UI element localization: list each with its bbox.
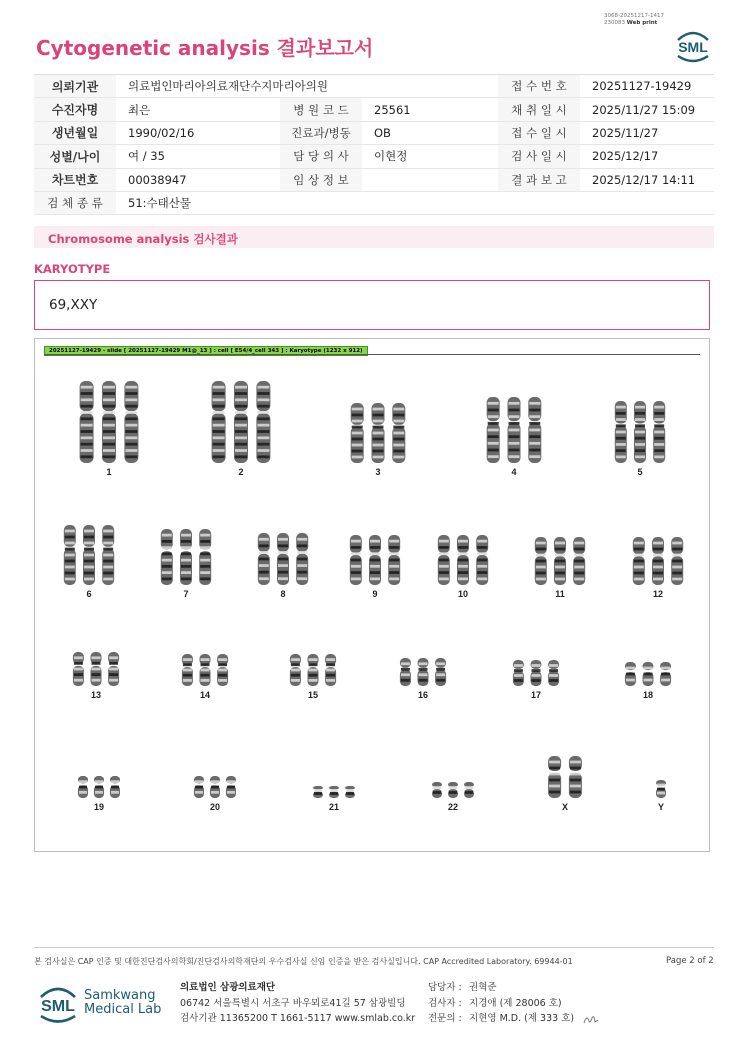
chromosome — [210, 776, 220, 798]
chromosome-group — [313, 786, 355, 798]
org-name: 의료법인 삼광의료재단 — [180, 982, 276, 993]
staff-row: 검사자 : 지경애 (제 28006 호) — [428, 997, 562, 1009]
chromosome-group — [64, 525, 114, 585]
chromosome-label: 16 — [417, 690, 429, 700]
chromosome-group — [487, 397, 542, 463]
chromosome-label: 2 — [238, 467, 244, 477]
info-row — [34, 168, 714, 191]
chromosome — [199, 529, 211, 585]
info-row — [34, 121, 714, 144]
karyotype-value: 69,XXY — [49, 297, 98, 313]
info-label: 진료과/병동 — [280, 121, 362, 144]
chromosome — [182, 654, 193, 686]
chromosome-label: 18 — [642, 690, 654, 700]
chromosome — [351, 403, 364, 463]
chromosome — [345, 786, 355, 798]
chromosome — [217, 654, 228, 686]
chromosome-group — [513, 660, 559, 686]
chromosome-group — [258, 533, 308, 585]
info-label: 검 체 종 류 — [34, 191, 116, 214]
chromosome — [457, 535, 469, 585]
chromosome — [102, 525, 114, 585]
chromosome-label: 20 — [209, 802, 221, 812]
chromosome — [438, 535, 450, 585]
chromosome-group — [73, 652, 119, 686]
chromosome-label: 21 — [328, 802, 340, 812]
karyotype-result-box — [34, 280, 710, 330]
chromosome — [277, 533, 289, 585]
chromosome — [432, 782, 442, 798]
chromosome — [102, 381, 116, 463]
chromosome-group — [432, 782, 474, 798]
chromosome — [80, 381, 94, 463]
chromosome — [313, 786, 323, 798]
org-address: 06742 서울특별시 서초구 바우뫼로41길 57 삼광빌딩 — [180, 997, 406, 1009]
chromosome — [108, 652, 119, 686]
chromosome — [372, 403, 385, 463]
info-label: 담 당 의 사 — [280, 145, 362, 168]
info-label: 병 원 코 드 — [280, 98, 362, 121]
brand-line-1: Samkwang — [84, 988, 156, 1003]
info-row — [34, 75, 714, 98]
info-value: 여 / 35 — [116, 145, 280, 168]
chromosome-group — [80, 381, 139, 463]
chromosome — [435, 658, 446, 686]
section-title: Chromosome analysis 검사결과 — [48, 232, 238, 246]
chromosome — [78, 776, 88, 798]
chromosome-label: 12 — [652, 589, 664, 599]
svg-text:SML: SML — [678, 39, 708, 55]
chromosome — [369, 535, 381, 585]
chromosome-label: 7 — [183, 589, 189, 599]
chromosome-label: 1 — [106, 467, 112, 477]
info-value: OB — [362, 121, 498, 144]
info-label: 수진자명 — [34, 98, 116, 121]
chromosome-label: 5 — [637, 467, 643, 477]
chromosome-group — [535, 537, 585, 585]
footer-brand — [36, 983, 162, 1029]
chromosome-group — [400, 658, 446, 686]
chromosome-group — [656, 780, 666, 798]
info-row — [34, 145, 714, 168]
chromosome — [226, 776, 236, 798]
chromosome-group — [182, 654, 228, 686]
signature — [582, 1012, 600, 1026]
chromosome — [528, 397, 541, 463]
info-value: 20251127-19429 — [580, 75, 714, 98]
info-label: 생년월일 — [34, 121, 116, 144]
chromosome — [660, 662, 671, 686]
info-value: 의료법인마리아의료재단수지마리아의원 — [116, 75, 498, 98]
page-number: Page 2 of 2 — [666, 956, 714, 966]
chromosome — [329, 786, 339, 798]
chromosome — [569, 756, 582, 798]
chromosome-label: 22 — [447, 802, 459, 812]
chromosome-label: 10 — [457, 589, 469, 599]
info-label: 임 상 정 보 — [280, 168, 362, 191]
chromosome-label: 9 — [372, 589, 378, 599]
info-label: 결 과 보 고 — [498, 168, 580, 191]
chromosome-label: 19 — [93, 802, 105, 812]
info-value: 1990/02/16 — [116, 121, 280, 144]
chromosome-label: 11 — [555, 589, 565, 599]
chromosome — [180, 529, 192, 585]
chromosome-group — [290, 654, 336, 686]
chromosome — [531, 660, 542, 686]
chromosome — [200, 654, 211, 686]
chromosome — [487, 397, 500, 463]
chromosome-group — [78, 776, 120, 798]
chromosome — [418, 658, 429, 686]
svg-text:SML: SML — [41, 998, 75, 1015]
chromosome — [290, 654, 301, 686]
info-row — [34, 191, 714, 214]
info-label: 차트번호 — [34, 168, 116, 191]
chromosome-label: 13 — [90, 690, 102, 700]
accreditation-note: 본 검사실은 CAP 인증 및 대한진단검사의학회/진단검사의학재단의 우수검사실 신임 인증을 받은 검사실입니다. CAP Accredited Laboratory. 69944-01 — [34, 957, 573, 966]
staff-row: 담당자 : 권혁준 — [428, 982, 497, 993]
chromosome-group — [212, 381, 271, 463]
chromosome — [91, 652, 102, 686]
chromosome-group — [633, 537, 683, 585]
brand-line-2: Medical Lab — [84, 1002, 162, 1017]
chromosome — [83, 525, 95, 585]
info-value: 2025/12/17 — [580, 145, 714, 168]
chromosome — [652, 537, 664, 585]
chromosome — [464, 782, 474, 798]
info-value — [362, 168, 498, 191]
karyogram-banner: 20251127-19429 - slide [ 20251127-19429 M1@_13 ] : cell [ E54/4_cell 343 ] : Karyotype (1232 x 912) — [44, 346, 368, 356]
chromosome-label: 17 — [530, 690, 542, 700]
patient-info-table — [34, 74, 714, 215]
page-title: Cytogenetic analysis 결과보고서 — [36, 36, 374, 60]
chromosome — [94, 776, 104, 798]
chromosome — [212, 381, 226, 463]
chromosome — [194, 776, 204, 798]
chromosome-group — [548, 756, 582, 798]
chromosome-group — [615, 401, 665, 463]
chromosome — [110, 776, 120, 798]
info-label: 성별/나이 — [34, 145, 116, 168]
info-label: 의뢰기관 — [34, 75, 116, 98]
chromosome-label: 4 — [511, 467, 517, 477]
info-label: 접 수 일 시 — [498, 121, 580, 144]
chromosome — [671, 537, 683, 585]
info-label: 접 수 번 호 — [498, 75, 580, 98]
info-value: 2025/11/27 15:09 — [580, 98, 714, 121]
chromosome — [308, 654, 319, 686]
info-value: 2025/11/27 — [580, 121, 714, 144]
chromosome-group — [350, 535, 400, 585]
sml-footer-logo — [36, 983, 80, 1025]
chromosome — [625, 662, 636, 686]
info-label: 채 취 일 시 — [498, 98, 580, 121]
chromosome — [633, 537, 645, 585]
chromosome — [535, 537, 547, 585]
chromosome — [508, 397, 521, 463]
chromosome — [643, 662, 654, 686]
section-header — [34, 226, 714, 248]
chromosome — [258, 533, 270, 585]
chromosome-group — [351, 403, 406, 463]
chromosome — [392, 403, 405, 463]
chromosome — [548, 756, 561, 798]
karyogram-drawing — [35, 339, 709, 851]
info-value: 51:수태산물 — [116, 191, 714, 214]
print-code: 3068-20251217-1417 230083 Web print — [604, 13, 664, 26]
chromosome-group — [625, 662, 671, 686]
chromosome — [296, 533, 308, 585]
org-info — [180, 980, 415, 1027]
chromosome — [388, 535, 400, 585]
info-value: 00038947 — [116, 168, 280, 191]
info-value: 2025/12/17 14:11 — [580, 168, 714, 191]
chromosome-group — [194, 776, 236, 798]
chromosome — [64, 525, 76, 585]
chromosome — [476, 535, 488, 585]
chromosome-label: 15 — [307, 690, 319, 700]
chromosome — [615, 401, 627, 463]
chromosome — [554, 537, 566, 585]
chromosome — [400, 658, 411, 686]
chromosome — [634, 401, 646, 463]
chromosome-group — [438, 535, 488, 585]
karyotype-label: KARYOTYPE — [34, 262, 111, 276]
chromosome — [448, 782, 458, 798]
chromosome-label: 14 — [199, 690, 211, 700]
chromosome-label: 3 — [375, 467, 381, 477]
info-label: 검 사 일 시 — [498, 145, 580, 168]
chromosome — [653, 401, 665, 463]
chromosome-label: 8 — [280, 589, 286, 599]
chromosome — [124, 381, 138, 463]
info-value: 이현정 — [362, 145, 498, 168]
org-contact: 검사기관 11365200 T 1661-5117 www.smlab.co.kr — [180, 1013, 416, 1024]
chromosome — [161, 529, 173, 585]
chromosome — [573, 537, 585, 585]
chromosome-group — [161, 529, 211, 585]
chromosome-label: X — [561, 802, 569, 812]
chromosome — [548, 660, 559, 686]
info-row — [34, 98, 714, 121]
chromosome-label: 6 — [86, 589, 92, 599]
staff-row: 전문의 : 지현영 M.D. (제 333 호) — [428, 1013, 575, 1024]
chromosome — [656, 780, 666, 798]
chromosome — [325, 654, 336, 686]
chromosome — [350, 535, 362, 585]
chromosome-label: Y — [657, 802, 665, 812]
chromosome — [73, 652, 84, 686]
chromosome — [513, 660, 524, 686]
footer-divider — [34, 947, 714, 948]
karyogram-image — [34, 338, 710, 852]
info-value: 최은 — [116, 98, 280, 121]
staff-info — [428, 980, 574, 1027]
sml-logo — [672, 28, 714, 64]
info-value: 25561 — [362, 98, 498, 121]
chromosome — [234, 381, 248, 463]
chromosome — [256, 381, 270, 463]
